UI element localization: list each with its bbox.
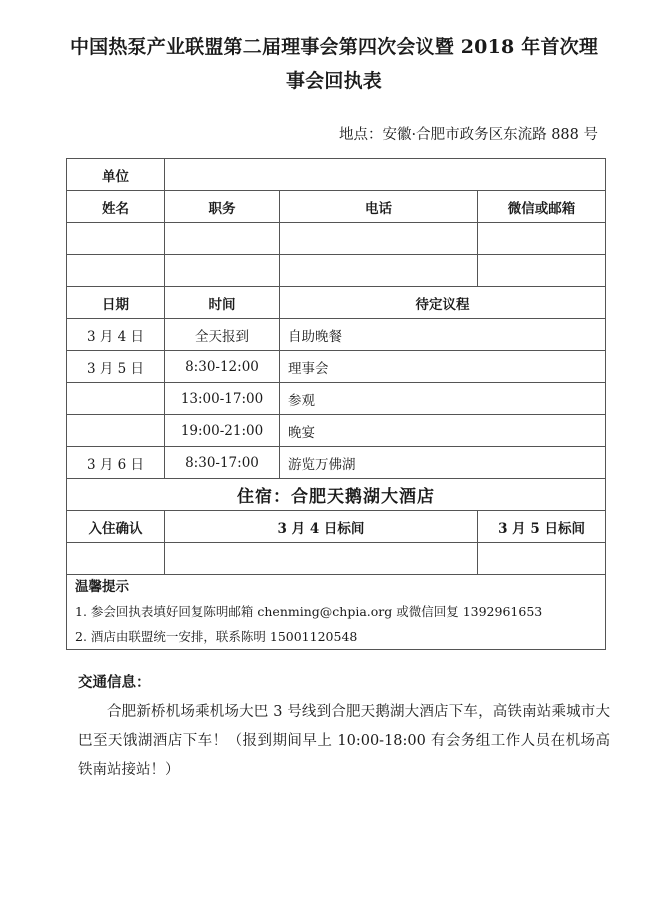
unit-label: 单位 <box>67 159 165 191</box>
notes-cell <box>67 575 606 650</box>
table-row <box>67 383 606 415</box>
column-header-time: 时间 <box>165 287 280 319</box>
column-header-date: 日期 <box>67 287 165 319</box>
agenda-time-2: 8:30-12:00 <box>165 351 280 383</box>
checkin-day1-label: 3 月 4 日标间 <box>165 511 478 543</box>
agenda-item-3: 参观 <box>280 383 606 415</box>
table-row-agenda-headers <box>67 287 606 319</box>
table-row <box>67 447 606 479</box>
traffic-body: 合肥新桥机场乘机场大巴 3 号线到合肥天鹅湖大酒店下车，高铁南站乘城市大巴至天饿湖酒店下车！（报到期间早上 10:00-18:00 有会务组工作人员在机场高铁南站接站！） <box>78 704 610 778</box>
receipt-table-wrapper <box>0 146 668 650</box>
column-header-phone: 电话 <box>280 191 478 223</box>
agenda-date-3 <box>67 383 165 415</box>
agenda-item-5: 游览万佛湖 <box>280 447 606 479</box>
column-header-agenda: 待定议程 <box>280 287 606 319</box>
checkin-confirm-spacer <box>67 543 165 575</box>
table-row-unit <box>67 159 606 191</box>
agenda-date-2: 3 月 5 日 <box>67 351 165 383</box>
agenda-time-4: 19:00-21:00 <box>165 415 280 447</box>
agenda-time-3: 13:00-17:00 <box>165 383 280 415</box>
traffic-section <box>0 650 668 785</box>
unit-value-field[interactable] <box>165 159 606 191</box>
contact-position-field-1[interactable] <box>165 223 280 255</box>
agenda-time-5: 8:30-17:00 <box>165 447 280 479</box>
column-header-name: 姓名 <box>67 191 165 223</box>
table-row <box>67 351 606 383</box>
column-header-wechat-email: 微信或邮箱 <box>478 191 606 223</box>
table-row <box>67 319 606 351</box>
contact-wechat-field-2[interactable] <box>478 255 606 287</box>
contact-phone-field-2[interactable] <box>280 255 478 287</box>
notes-title: 温馨提示 <box>75 579 129 595</box>
table-row-notes <box>67 575 606 650</box>
agenda-time-1: 全天报到 <box>165 319 280 351</box>
note-item-1: 1. 参会回执表填好回复陈明邮箱 chenming@chpia.org 或微信回复 1392961653 <box>75 604 543 619</box>
traffic-title: 交通信息： <box>78 674 151 691</box>
agenda-item-1: 自助晚餐 <box>280 319 606 351</box>
table-row <box>67 255 606 287</box>
note-item-2: 2. 酒店由联盟统一安排，联系陈明 15001120548 <box>75 629 358 644</box>
table-row-hotel-banner <box>67 479 606 511</box>
agenda-date-1: 3 月 4 日 <box>67 319 165 351</box>
table-row <box>67 223 606 255</box>
checkin-day2-label: 3 月 5 日标间 <box>478 511 606 543</box>
page-title: 中国热泵产业联盟第二届理事会第四次会议暨 2018 年首次理事会回执表 <box>69 36 599 92</box>
table-row-checkin-headers <box>67 511 606 543</box>
table-row <box>67 415 606 447</box>
agenda-date-4 <box>67 415 165 447</box>
agenda-item-2: 理事会 <box>280 351 606 383</box>
contact-name-field-2[interactable] <box>67 255 165 287</box>
receipt-table <box>66 158 606 650</box>
table-row <box>67 543 606 575</box>
checkin-day1-field[interactable] <box>165 543 478 575</box>
table-row-contact-headers <box>67 191 606 223</box>
hotel-banner: 住宿：合肥天鹅湖大酒店 <box>67 479 606 511</box>
contact-position-field-2[interactable] <box>165 255 280 287</box>
contact-wechat-field-1[interactable] <box>478 223 606 255</box>
agenda-item-4: 晚宴 <box>280 415 606 447</box>
checkin-day2-field[interactable] <box>478 543 606 575</box>
column-header-position: 职务 <box>165 191 280 223</box>
contact-name-field-1[interactable] <box>67 223 165 255</box>
agenda-date-5: 3 月 6 日 <box>67 447 165 479</box>
checkin-confirm-label: 入住确认 <box>67 511 165 543</box>
venue-line: 地点：安徽·合肥市政务区东流路 888 号 <box>338 127 598 143</box>
contact-phone-field-1[interactable] <box>280 223 478 255</box>
